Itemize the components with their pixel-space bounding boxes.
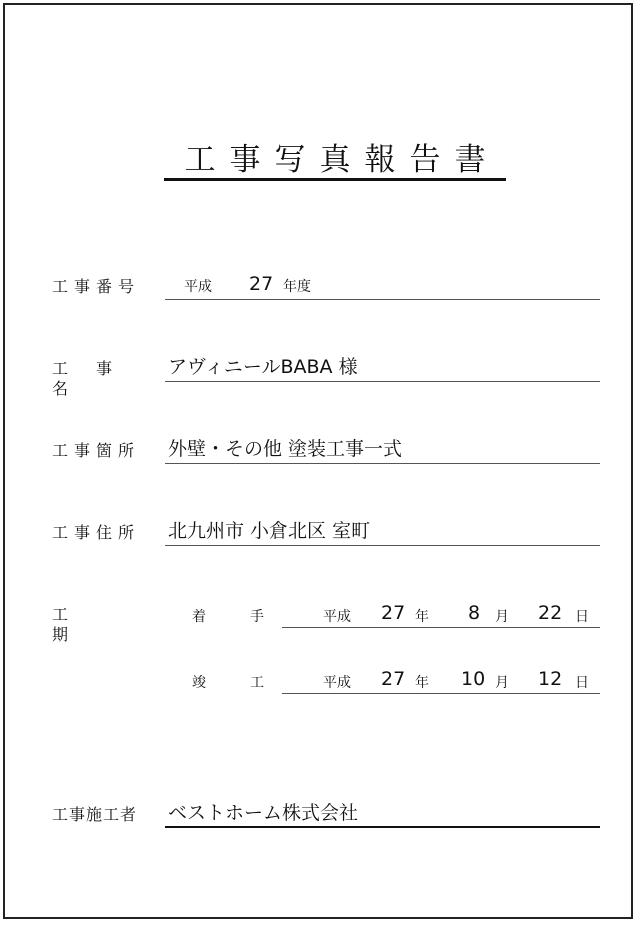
period-end-year-unit: 年 <box>415 675 429 691</box>
period-end-underline <box>282 693 600 694</box>
label-text: 工事施工者 <box>52 805 138 824</box>
construction-number-underline <box>165 299 600 300</box>
period-start-year-unit: 年 <box>415 609 429 625</box>
construction-address-underline <box>165 545 600 546</box>
period-end-label: 竣工 <box>192 675 308 691</box>
construction-number-suffix: 年度 <box>283 279 311 295</box>
document-title: 工事写真報告書 <box>184 142 500 178</box>
period-start-month: 8 <box>468 602 481 624</box>
construction-address-label <box>52 523 150 543</box>
period-end-day: 12 <box>538 668 563 690</box>
construction-name-label <box>52 359 150 399</box>
construction-period-label <box>52 605 150 645</box>
construction-location-value: 外壁・その他 塗装工事一式 <box>168 438 403 460</box>
label-text: 工事名 <box>52 359 141 398</box>
label-text: 工期 <box>52 605 133 644</box>
construction-address-value: 北九州市 小倉北区 室町 <box>168 520 371 542</box>
period-end-era: 平成 <box>323 675 351 691</box>
period-start-day-unit: 日 <box>575 609 589 625</box>
title-underline <box>164 178 506 181</box>
construction-number-label <box>52 277 150 297</box>
construction-location-underline <box>165 463 600 464</box>
period-end-month-unit: 月 <box>495 675 509 691</box>
period-end-year: 27 <box>381 668 406 690</box>
label-text: 工事番号 <box>52 277 141 296</box>
contractor-value: ベストホーム株式会社 <box>168 802 359 824</box>
construction-name-underline <box>165 381 600 382</box>
period-start-day: 22 <box>538 602 563 624</box>
contractor-label <box>52 805 150 825</box>
period-start-month-unit: 月 <box>495 609 509 625</box>
period-end-day-unit: 日 <box>575 675 589 691</box>
contractor-underline <box>165 826 600 828</box>
period-start-underline <box>282 627 600 628</box>
construction-number-era: 平成 <box>184 279 212 295</box>
construction-name-value: アヴィニールBABA 様 <box>168 356 358 378</box>
period-start-year: 27 <box>381 602 406 624</box>
period-start-era: 平成 <box>323 609 351 625</box>
label-text: 工事住所 <box>52 523 141 542</box>
construction-number-year: 27 <box>249 273 274 295</box>
period-end-month: 10 <box>461 668 486 690</box>
construction-location-label <box>52 441 150 461</box>
period-start-label: 着手 <box>192 609 308 625</box>
label-text: 工事箇所 <box>52 441 141 460</box>
